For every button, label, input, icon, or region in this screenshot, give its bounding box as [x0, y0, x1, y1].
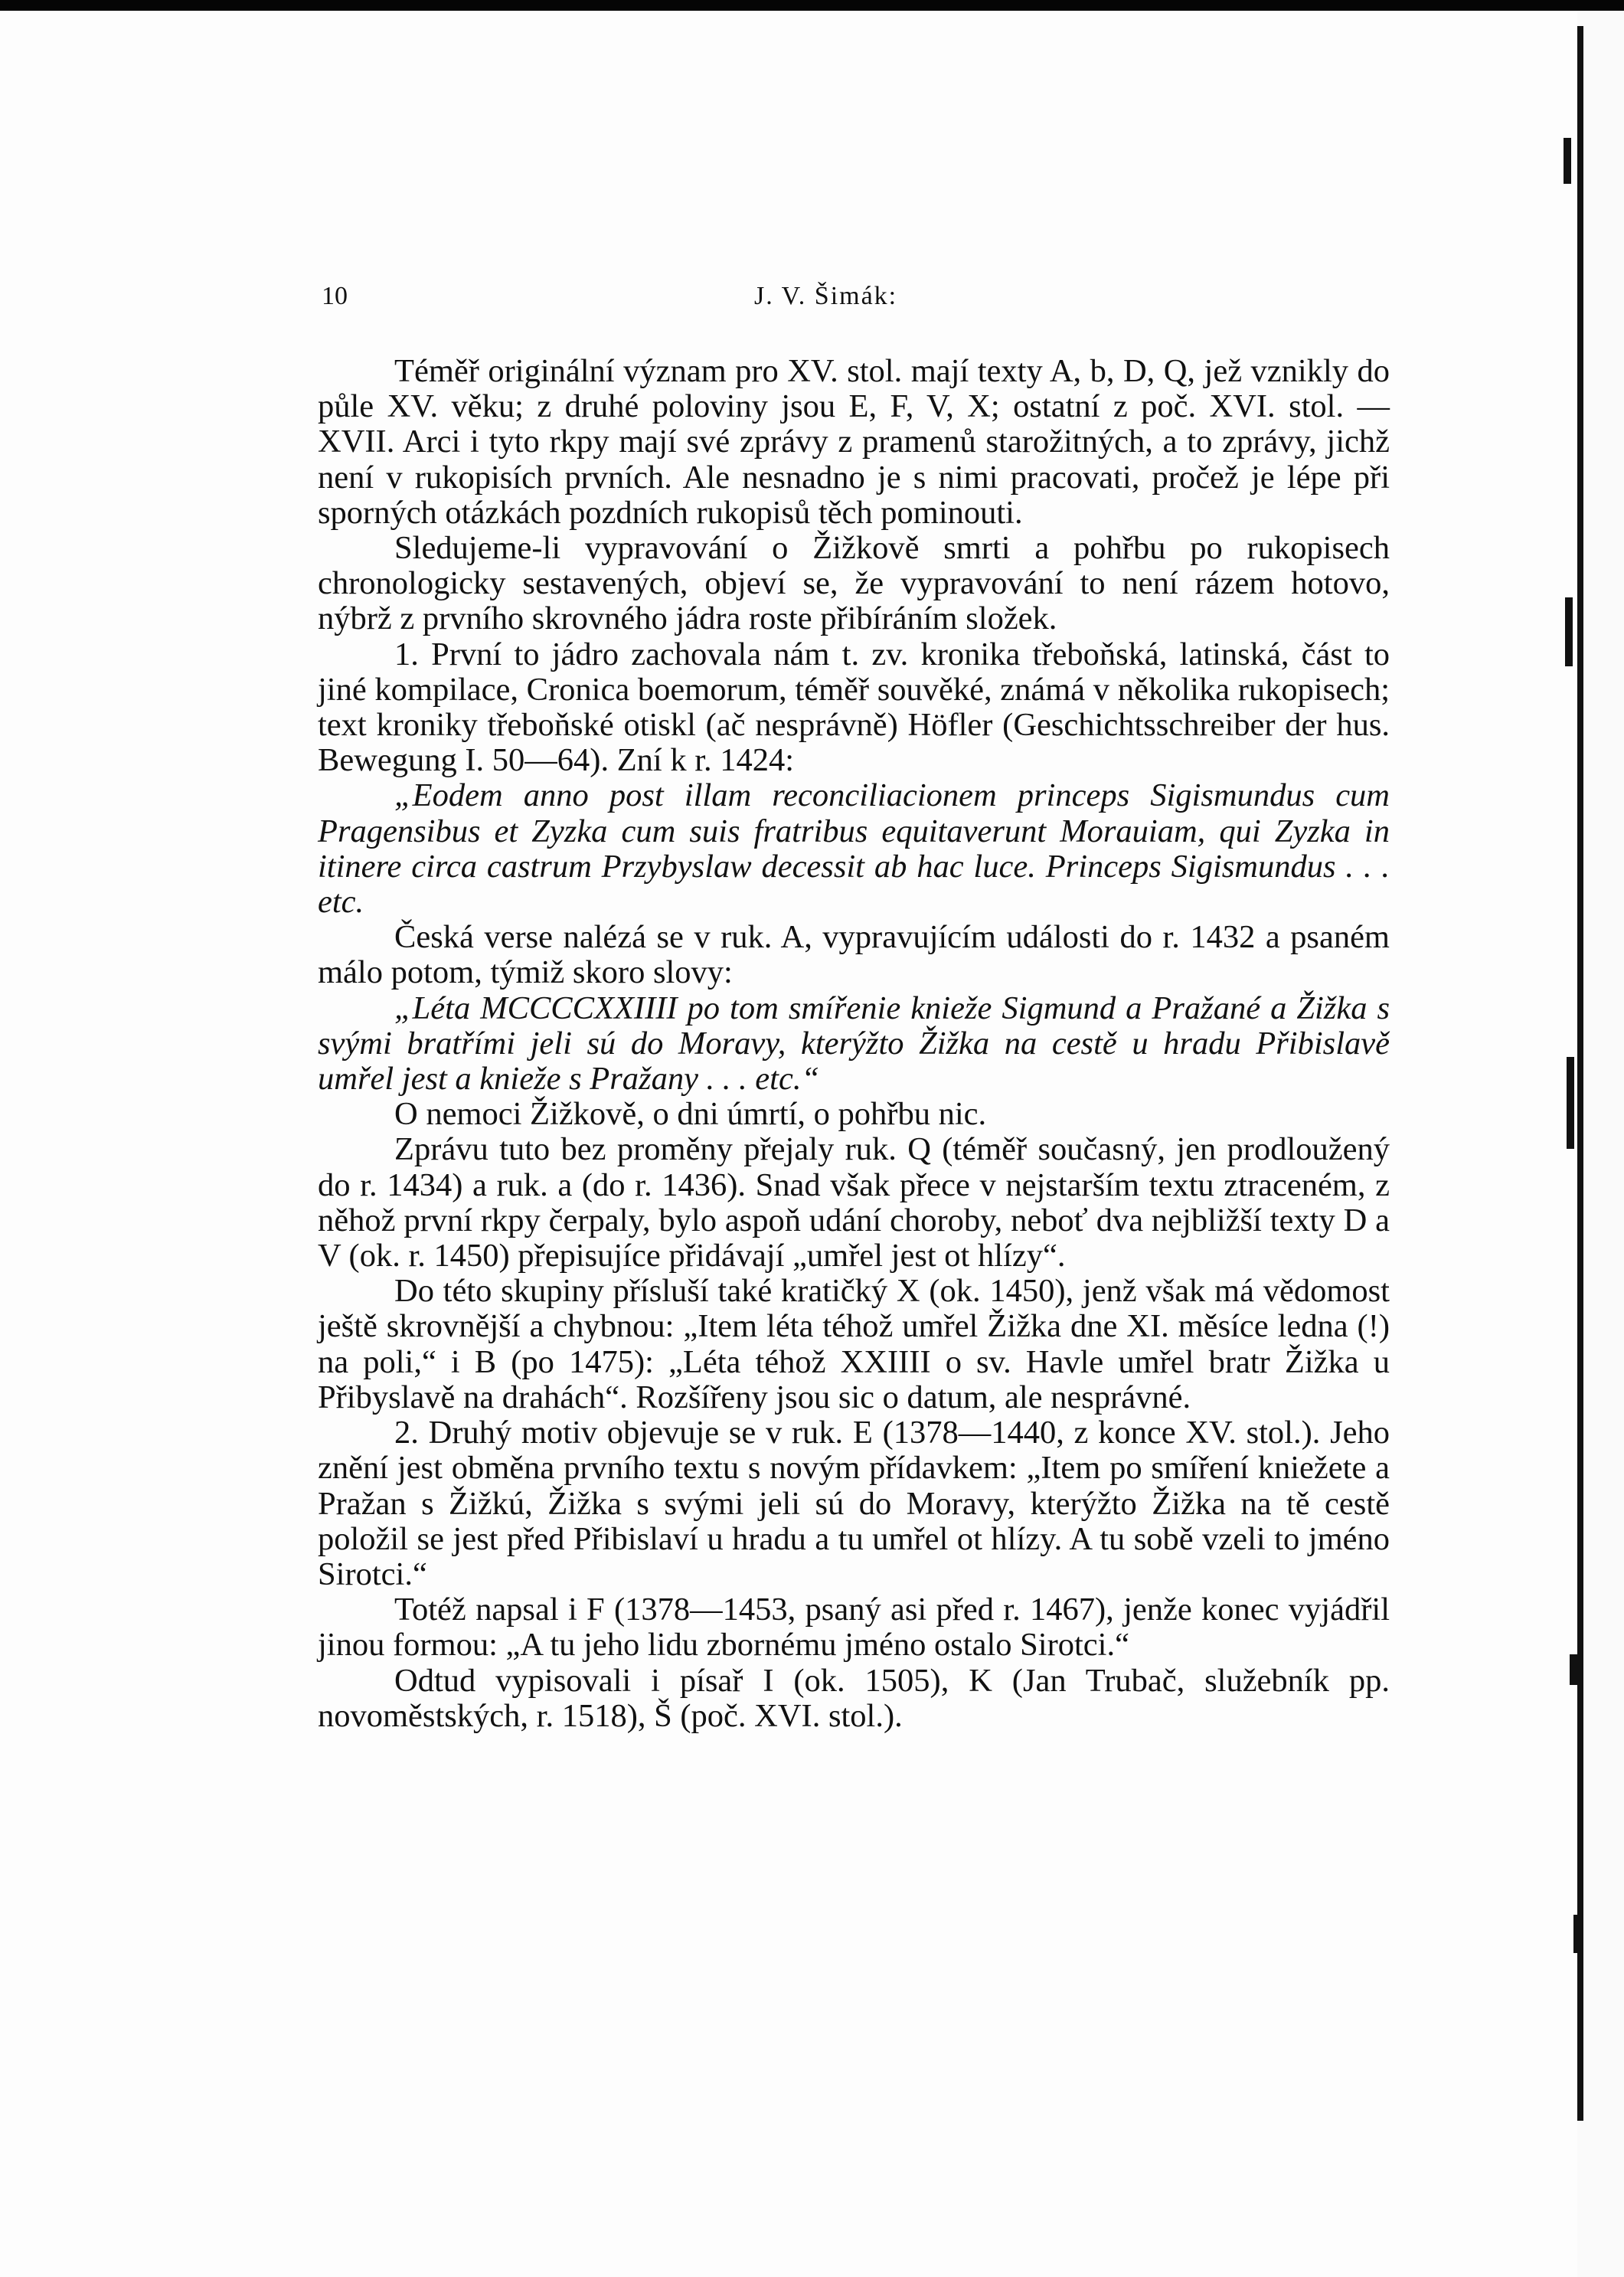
body-text [318, 354, 1390, 1734]
paragraph: Zprávu tuto bez proměny přejaly ruk. Q (téměř současný, jen prodloužený do r. 1434) a ruk. a (do r. 1436). Snad však přece v nejstarším textu ztraceném, z něhož první rkpy čerpaly, bylo aspoň udání choroby, neboť dva nejbližší texty D a V (ok. r. 1450) přepisujíce přidávají „umřel jest ot hlízy“. [318, 1131, 1390, 1274]
edge-mark [1570, 1654, 1577, 1685]
paragraph: 1. První to jádro zachovala nám t. zv. kronika třeboňská, latinská, část to jiné kompilace, Cronica boemorum, téměř souvěké, známá v několika rukopisech; text kroniky třeboňské otiskl (ač nesprávně) Höfler (Geschichtsschreiber der hus. Bewegung I. 50—64). Zní k r. 1424: [318, 636, 1390, 779]
scan-right-edge [1577, 11, 1624, 2277]
edge-mark [1573, 1915, 1581, 1953]
running-head: J. V. Šimák: [754, 282, 898, 310]
binding-shadow-line [1577, 26, 1583, 2121]
edge-mark [1564, 138, 1571, 184]
paragraph: Odtud vypisovali i písař I (ok. 1505), K (Jan Trubač, služebník pp. novoměstských, r. 1518), Š (poč. XVI. stol.). [318, 1662, 1390, 1734]
paragraph: Sledujeme-li vypravování o Žižkově smrti a pohřbu po rukopisech chronologicky sestavených, objeví se, že vypravování to není rázem hotovo, nýbrž z prvního skrovného jádra roste přibíráním složek. [318, 530, 1390, 637]
page-header [322, 282, 1386, 325]
page-number: 10 [322, 282, 348, 310]
paragraph: 2. Druhý motiv objevuje se v ruk. E (1378—1440, z konce XV. stol.). Jeho znění jest obměna prvního textu s novým přídavkem: „Item po smíření kniežete a Pražan s Žižkú, Žižka s svými jeli sú do Moravy, kterýžto Žižka na tě cestě položil se jest před Přibislaví u hradu a tu umřel ot hlízy. A tu sobě vzeli to jméno Sirotci.“ [318, 1415, 1390, 1592]
edge-mark [1567, 1057, 1574, 1149]
quote-czech: „Léta MCCCCXXIIII po tom smířenie knieže Sigmund a Pražané a Žižka s svými bratřími jeli sú do Moravy, kterýžto Žižka na cestě u hradu Přibislavě umřel jest a knieže s Pražany . . . etc.“ [318, 990, 1390, 1098]
paragraph: Téměř originální význam pro XV. stol. mají texty A, b, D, Q, jež vznikly do půle XV. věku; z druhé poloviny jsou E, F, V, X; ostatní z poč. XVI. stol. — XVII. Arci i tyto rkpy mají své zprávy z pramenů starožitných, a to zprávy, jichž není v rukopisích prvních. Ale nesnadno je s nimi pracovati, pročež je lépe při sporných otázkách pozdních rukopisů těch pominouti. [318, 353, 1390, 531]
paragraph: Do této skupiny přísluší také kratičký X (ok. 1450), jenž však má vědomost ještě skrovnější a chybnou: „Item léta téhož umřel Žižka dne XI. měsíce ledna (!) na poli,“ i B (po 1475): „Léta téhož XXIIII o sv. Havle umřel bratr Žižka u Přibyslavě na drahách“. Rozšířeny jsou sic o datum, ale nesprávné. [318, 1273, 1390, 1415]
quote-latin: „Eodem anno post illam reconciliacionem princeps Sigismundus cum Pragensibus et Zyzka cum suis fratribus equitaverunt Morauiam, qui Zyzka in itinere circa castrum Przybyslaw decessit ab hac luce. Princeps Sigismundus . . . etc. [318, 777, 1390, 921]
paragraph: O nemoci Žižkově, o dni úmrtí, o pohřbu nic. [394, 1096, 987, 1133]
paragraph: Česká verse nalézá se v ruk. A, vypravujícím události do r. 1432 a psaném málo potom, týmiž skoro slovy: [318, 919, 1390, 991]
edge-mark [1565, 597, 1573, 666]
paragraph: Totéž napsal i F (1378—1453, psaný asi před r. 1467), jenže konec vyjádřil jinou formou: „A tu jeho lidu zbornému jméno ostalo Sirotci.“ [318, 1592, 1390, 1664]
scan-top-border [0, 0, 1624, 11]
